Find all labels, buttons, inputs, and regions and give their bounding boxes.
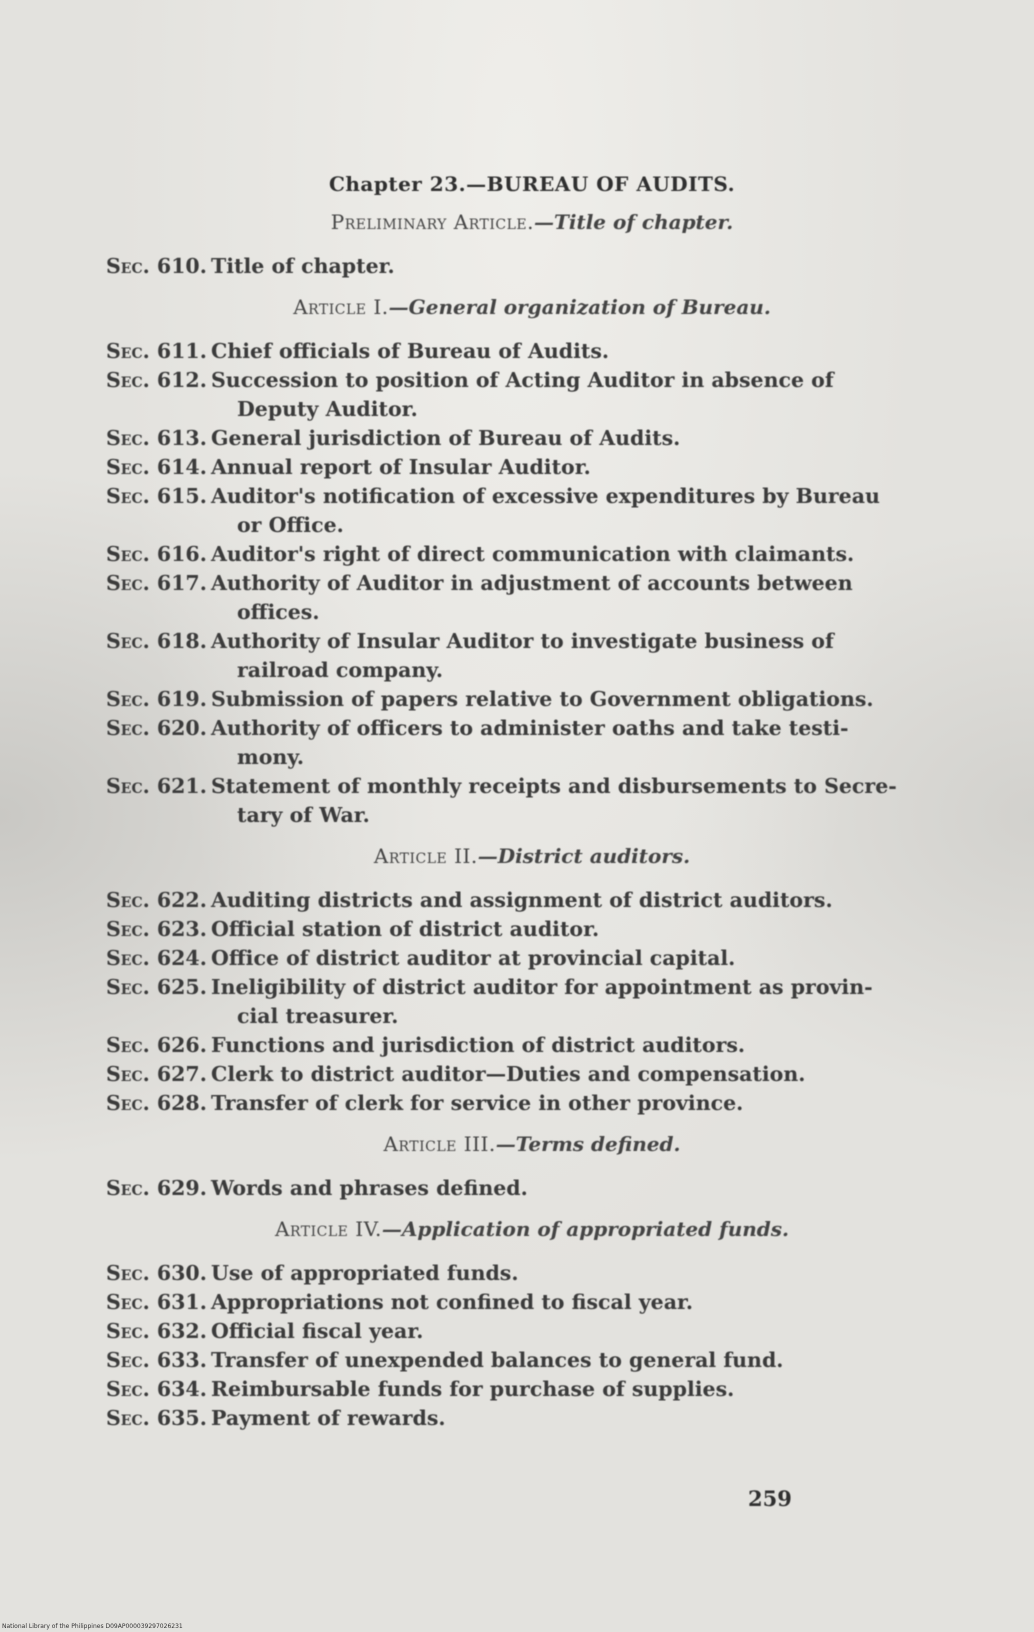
article-3-heading [106, 1132, 958, 1156]
section-abbrev: Sec. [106, 426, 150, 450]
section-abbrev: Sec. [106, 1319, 150, 1343]
section-text-continuation: tary of War. [237, 803, 370, 827]
article-4-label: Article IV. [275, 1217, 382, 1241]
section-number [106, 453, 211, 482]
section-num-value: 622. [156, 888, 207, 912]
section-abbrev: Sec. [106, 1377, 150, 1401]
section-abbrev: Sec. [106, 1406, 150, 1430]
section-entry [106, 453, 958, 482]
section-number [106, 252, 211, 281]
section-abbrev: Sec. [106, 975, 150, 999]
section-text: Clerk to district auditor—Duties and compensation. [211, 1062, 806, 1086]
section-number [106, 714, 211, 772]
article-4-heading [106, 1217, 958, 1241]
section-text: Auditor's notification of excessive expenditures by Bureau [211, 484, 880, 508]
document-page [106, 160, 958, 1441]
article-2-heading [106, 844, 958, 868]
section-number [106, 569, 211, 627]
section-abbrev: Sec. [106, 687, 150, 711]
section-num-value: 615. [156, 484, 207, 508]
section-description [211, 944, 958, 973]
section-abbrev: Sec. [106, 455, 150, 479]
section-abbrev: Sec. [106, 368, 150, 392]
section-abbrev: Sec. [106, 1261, 150, 1285]
section-description [211, 685, 958, 714]
section-number [106, 627, 211, 685]
section-text-continuation: offices. [237, 600, 320, 624]
section-entry [106, 1089, 958, 1118]
section-list-article-3 [106, 1174, 958, 1203]
section-abbrev: Sec. [106, 946, 150, 970]
section-abbrev: Sec. [106, 1290, 150, 1314]
section-entry [106, 886, 958, 915]
section-num-value: 629. [156, 1176, 207, 1200]
chapter-heading: Chapter 23.—BUREAU OF AUDITS. [328, 172, 736, 196]
section-entry [106, 252, 958, 281]
section-abbrev: Sec. [106, 774, 150, 798]
section-text: Authority of officers to administer oaths and take testi- [211, 716, 849, 740]
section-list-article-4 [106, 1259, 958, 1433]
section-text: Statement of monthly receipts and disbursements to Secre- [211, 774, 897, 798]
page-number: 259 [748, 1486, 792, 1511]
section-entry [106, 366, 958, 424]
section-text: Chief officials of Bureau of Audits. [211, 339, 610, 363]
section-entry [106, 569, 958, 627]
section-number [106, 1031, 211, 1060]
article-3-label: Article III. [383, 1132, 496, 1156]
section-entry [106, 1346, 958, 1375]
section-number [106, 1317, 211, 1346]
section-entry [106, 1317, 958, 1346]
section-text: Authority of Auditor in adjustment of accounts between [211, 571, 853, 595]
section-number [106, 337, 211, 366]
section-number [106, 1259, 211, 1288]
section-num-value: 634. [156, 1377, 207, 1401]
article-2-label: Article II. [373, 844, 478, 868]
article-1-heading [106, 295, 958, 319]
section-entry [106, 1259, 958, 1288]
article-1-title: —General organization of Bureau. [388, 295, 771, 319]
section-entry [106, 772, 958, 830]
section-number [106, 772, 211, 830]
section-description [211, 886, 958, 915]
section-num-value: 612. [156, 368, 207, 392]
section-entry [106, 1404, 958, 1433]
section-text: Auditor's right of direct communication with claimants. [211, 542, 855, 566]
section-number [106, 915, 211, 944]
section-number [106, 1089, 211, 1118]
section-num-value: 632. [156, 1319, 207, 1343]
section-text-continuation: cial treasurer. [237, 1004, 399, 1028]
section-description [211, 973, 958, 1031]
section-num-value: 630. [156, 1261, 207, 1285]
section-num-value: 627. [156, 1062, 207, 1086]
section-entry [106, 1060, 958, 1089]
section-text: Succession to position of Acting Auditor in absence of [211, 368, 834, 392]
section-entry [106, 714, 958, 772]
section-abbrev: Sec. [106, 1033, 150, 1057]
section-abbrev: Sec. [106, 484, 150, 508]
section-num-value: 633. [156, 1348, 207, 1372]
section-abbrev: Sec. [106, 1176, 150, 1200]
section-text: Auditing districts and assignment of district auditors. [211, 888, 833, 912]
section-number [106, 1060, 211, 1089]
section-num-value: 620. [156, 716, 207, 740]
section-text: Office of district auditor at provincial capital. [211, 946, 736, 970]
section-abbrev: Sec. [106, 888, 150, 912]
section-entry [106, 1174, 958, 1203]
section-entry [106, 424, 958, 453]
section-text-continuation: Deputy Auditor. [237, 397, 418, 421]
section-num-value: 614. [156, 455, 207, 479]
section-text: Reimbursable funds for purchase of supplies. [211, 1377, 735, 1401]
section-number [106, 540, 211, 569]
section-number [106, 482, 211, 540]
section-description [211, 1317, 958, 1346]
section-description [211, 337, 958, 366]
section-num-value: 626. [156, 1033, 207, 1057]
section-list-preliminary [106, 252, 958, 281]
section-number [106, 366, 211, 424]
section-description [211, 1288, 958, 1317]
preliminary-article-title: —Title of chapter. [533, 210, 734, 234]
section-num-value: 618. [156, 629, 207, 653]
section-description [211, 424, 958, 453]
section-description [211, 1375, 958, 1404]
section-num-value: 613. [156, 426, 207, 450]
section-number [106, 685, 211, 714]
section-abbrev: Sec. [106, 1348, 150, 1372]
section-text: Authority of Insular Auditor to investigate business of [211, 629, 834, 653]
section-description [211, 1404, 958, 1433]
section-list-article-2 [106, 886, 958, 1118]
section-number [106, 944, 211, 973]
section-entry [106, 973, 958, 1031]
article-4-title: —Application of appropriated funds. [381, 1217, 789, 1241]
section-description [211, 714, 958, 772]
section-list-article-1 [106, 337, 958, 830]
section-description [211, 627, 958, 685]
preliminary-article-heading [106, 210, 958, 234]
article-1-label: Article I. [293, 295, 389, 319]
section-num-value: 621. [156, 774, 207, 798]
section-text: Appropriations not confined to fiscal year. [211, 1290, 694, 1314]
section-entry [106, 1031, 958, 1060]
section-description [211, 915, 958, 944]
section-text-continuation: or Office. [237, 513, 344, 537]
section-abbrev: Sec. [106, 254, 150, 278]
section-num-value: 625. [156, 975, 207, 999]
preliminary-article-label: Preliminary Article. [330, 210, 534, 234]
section-num-value: 631. [156, 1290, 207, 1314]
section-description [211, 366, 958, 424]
section-num-value: 623. [156, 917, 207, 941]
footer-watermark: National Library of the Philippines D09AP000039297026231 [2, 1623, 183, 1630]
section-text: Payment of rewards. [211, 1406, 446, 1430]
section-text: Functions and jurisdiction of district auditors. [211, 1033, 746, 1057]
section-text: General jurisdiction of Bureau of Audits. [211, 426, 681, 450]
section-abbrev: Sec. [106, 1062, 150, 1086]
section-description [211, 1346, 958, 1375]
section-entry [106, 1375, 958, 1404]
section-description [211, 482, 958, 540]
section-text: Official fiscal year. [211, 1319, 424, 1343]
section-entry [106, 540, 958, 569]
section-number [106, 1404, 211, 1433]
section-text: Official station of district auditor. [211, 917, 600, 941]
section-entry [106, 915, 958, 944]
section-text: Transfer of unexpended balances to general fund. [211, 1348, 784, 1372]
section-description [211, 1089, 958, 1118]
section-text: Words and phrases defined. [211, 1176, 528, 1200]
section-num-value: 611. [156, 339, 207, 363]
section-abbrev: Sec. [106, 629, 150, 653]
section-abbrev: Sec. [106, 571, 150, 595]
section-num-value: 628. [156, 1091, 207, 1115]
section-text: Title of chapter. [211, 254, 395, 278]
section-text: Use of appropriated funds. [211, 1261, 519, 1285]
section-num-value: 616. [156, 542, 207, 566]
section-description [211, 252, 958, 281]
section-entry [106, 482, 958, 540]
section-abbrev: Sec. [106, 542, 150, 566]
section-description [211, 1259, 958, 1288]
section-text: Submission of papers relative to Government obligations. [211, 687, 874, 711]
section-number [106, 1288, 211, 1317]
section-number [106, 886, 211, 915]
section-text-continuation: mony. [237, 745, 304, 769]
section-description [211, 540, 958, 569]
section-abbrev: Sec. [106, 339, 150, 363]
article-2-title: —District auditors. [477, 844, 691, 868]
section-description [211, 772, 958, 830]
section-description [211, 569, 958, 627]
section-number [106, 424, 211, 453]
section-description [211, 1174, 958, 1203]
section-entry [106, 685, 958, 714]
section-num-value: 617. [156, 571, 207, 595]
section-num-value: 624. [156, 946, 207, 970]
section-number [106, 1375, 211, 1404]
section-text: Ineligibility of district auditor for appointment as provin- [211, 975, 873, 999]
section-description [211, 1031, 958, 1060]
section-number [106, 1174, 211, 1203]
section-entry [106, 627, 958, 685]
section-num-value: 610. [156, 254, 207, 278]
section-description [211, 1060, 958, 1089]
article-3-title: —Terms defined. [495, 1132, 681, 1156]
section-abbrev: Sec. [106, 1091, 150, 1115]
section-text-continuation: railroad company. [237, 658, 443, 682]
section-abbrev: Sec. [106, 716, 150, 740]
section-text: Annual report of Insular Auditor. [211, 455, 591, 479]
section-num-value: 619. [156, 687, 207, 711]
section-entry [106, 1288, 958, 1317]
section-abbrev: Sec. [106, 917, 150, 941]
section-num-value: 635. [156, 1406, 207, 1430]
section-text: Transfer of clerk for service in other province. [211, 1091, 744, 1115]
section-entry [106, 944, 958, 973]
section-number [106, 973, 211, 1031]
section-entry [106, 337, 958, 366]
section-number [106, 1346, 211, 1375]
section-description [211, 453, 958, 482]
